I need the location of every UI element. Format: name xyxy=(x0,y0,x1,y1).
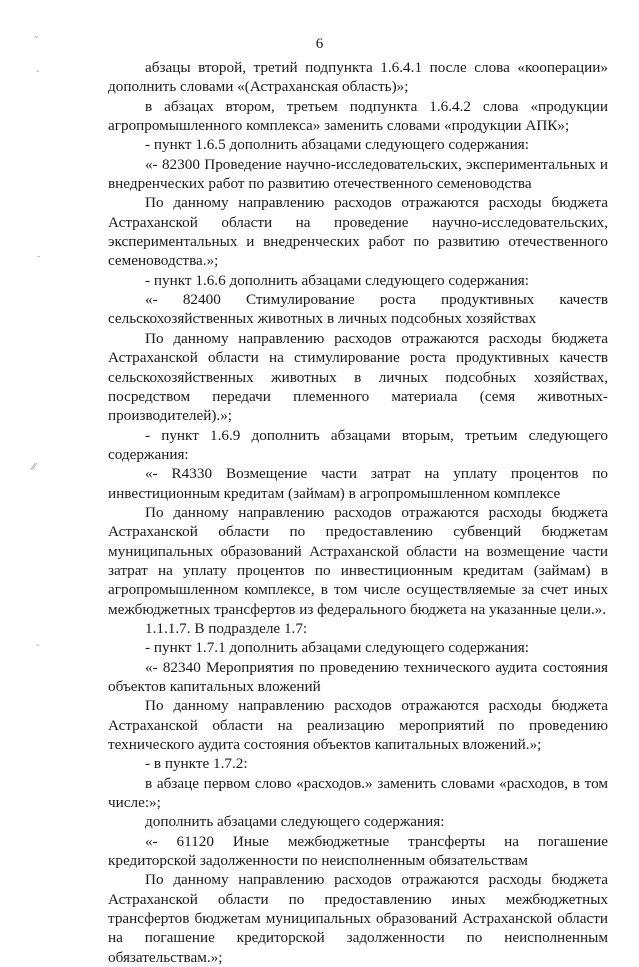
paragraph: - пункт 1.7.1 дополнить абзацами следующего содержания: xyxy=(145,639,529,657)
paragraph: 1.1.1.7. В подразделе 1.7: xyxy=(145,619,308,637)
paragraph: - в пункте 1.7.2: xyxy=(145,755,248,773)
paragraph: «- 82340 Мероприятия по проведению технического аудита состояния объектов капитальных вложений xyxy=(108,658,608,695)
paragraph: По данному направлению расходов отражаются расходы бюджета Астраханской области по предоставлению иных межбюджетных трансфертов бюджетам муниципальных образований Астраханской области на погашение кредиторской задолженности по неисполненным обязательствам.»; xyxy=(108,871,608,966)
paragraph: в абзаце первом слово «расходов.» заменить словами «расходов, в том числе:»; xyxy=(108,774,608,812)
margin-mark: ˉ xyxy=(36,256,41,267)
paragraph: По данному направлению расходов отражаются расходы бюджета Астраханской области на стимулирование роста продуктивных качеств сельскохозяйственных животных в личных подсобных хозяйствах, посредством передачи племенного материала (семя животных-производителей).»; xyxy=(108,329,608,425)
margin-mark: ˇ xyxy=(34,36,39,47)
paragraph: «- 61120 Иные межбюджетные трансферты на погашение кредиторской задолженности по неисполненным обязательствам xyxy=(108,832,608,870)
paragraph: «- 82300 Проведение научно-исследовательских, экспериментальных и внедренческих работ по развитию отечественного семеноводства xyxy=(108,155,608,193)
paragraph: абзацы второй, третий подпункта 1.6.4.1 после слова «кооперации» дополнить словами «(Астраханская область)»; xyxy=(108,59,608,96)
paragraph: - пункт 1.6.6 дополнить абзацами следующего содержания: xyxy=(145,271,529,289)
document-body xyxy=(108,58,608,967)
margin-mark: - xyxy=(36,66,40,77)
page-number: 6 xyxy=(315,36,324,52)
paragraph: По данному направлению расходов отражаются расходы бюджета Астраханской области на реализацию мероприятий по проведению технического аудита состояния объектов капитальных вложений.»; xyxy=(108,697,608,754)
margin-mark: ⁄⁄ xyxy=(32,462,36,473)
margin-mark: - xyxy=(36,640,40,651)
paragraph: в абзацах втором, третьем подпункта 1.6.4.2 слова «продукции агропромышленного комплекса» заменить словами «продукции АПК»; xyxy=(108,97,608,135)
paragraph: - пункт 1.6.9 дополнить абзацами вторым, третьим следующего содержания: xyxy=(108,426,608,463)
paragraph: «- R4330 Возмещение части затрат на уплату процентов по инвестиционным кредитам (займам) в агропромышленном комплексе xyxy=(108,465,608,502)
paragraph: дополнить абзацами следующего содержания: xyxy=(145,813,445,831)
paragraph: По данному направлению расходов отражаются расходы бюджета Астраханской области на проведение научно-исследовательских, экспериментальных и внедренческих работ по развитию отечественного семеноводства.»; xyxy=(108,194,608,270)
paragraph: «- 82400 Стимулирование роста продуктивных качеств сельскохозяйственных животных в личных подсобных хозяйствах xyxy=(108,291,608,328)
paragraph: По данному направлению расходов отражаются расходы бюджета Астраханской области по предоставлению субвенций бюджетам муниципальных образований Астраханской области на возмещение части затрат на уплату процентов по инвестиционным кредитам (займам) в агропромышленном комплексе, в том числе осуществляемые за счет иных межбюджетных трансфертов из федерального бюджета на указанные цели.». xyxy=(108,503,608,618)
paragraph: - пункт 1.6.5 дополнить абзацами следующего содержания: xyxy=(145,136,529,154)
